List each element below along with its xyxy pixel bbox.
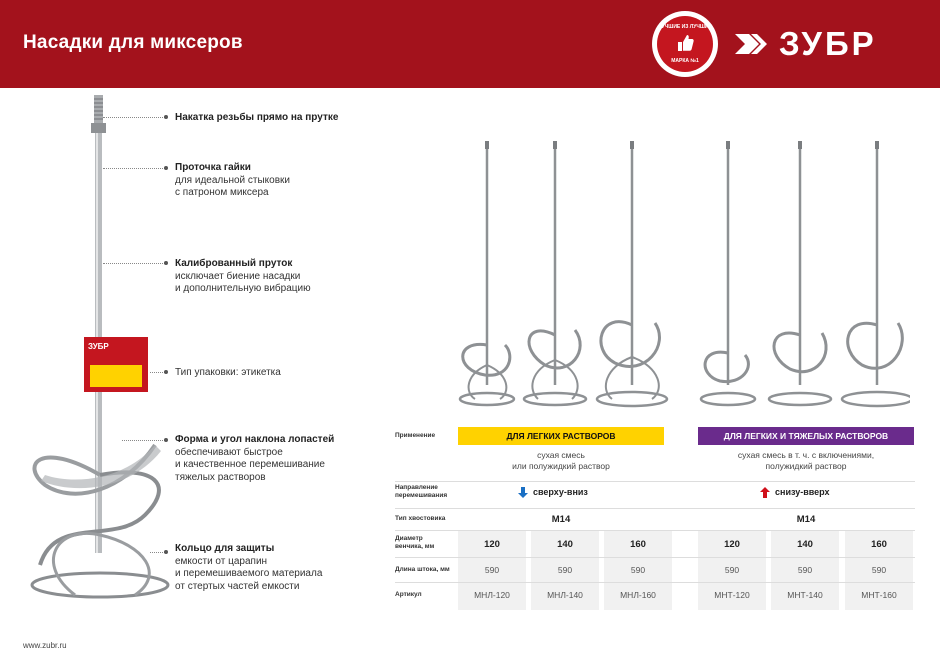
- application-line: или полужидкий раствор: [512, 461, 610, 471]
- shank-light: M14: [551, 514, 571, 525]
- length-cell: 590: [630, 565, 646, 575]
- leader-dot: [164, 261, 168, 265]
- group-header-light: ДЛЯ ЛЕГКИХ РАСТВОРОВ: [458, 427, 664, 445]
- group-header-heavy: ДЛЯ ЛЕГКИХ И ТЯЖЕЛЫХ РАСТВОРОВ: [698, 427, 914, 445]
- annotation-title: Калиброванный пруток: [175, 258, 293, 269]
- row-label-article: Артикул: [395, 591, 422, 598]
- article-cell: МНТ-140: [787, 590, 823, 600]
- annotation-text: емкости от царапин: [175, 555, 268, 567]
- application-heavy: [698, 450, 914, 472]
- row-label-direction: [395, 484, 447, 500]
- annotation-text: для идеальной стыковки: [175, 174, 290, 186]
- annotation-text: с патроном миксера: [175, 187, 269, 198]
- package-label: [84, 337, 148, 392]
- annotation-title: Проточка гайки: [175, 162, 251, 173]
- row-divider: [395, 508, 915, 509]
- tag-brand: ЗУБР: [88, 342, 109, 351]
- direction-heavy: снизу-вверх: [775, 487, 830, 497]
- direction-light: сверху-вниз: [533, 487, 588, 497]
- leader-dot: [164, 115, 168, 119]
- mixer-mnl-140: [524, 141, 586, 405]
- annotation-ring: [175, 543, 322, 593]
- row-label-application: Применение: [395, 432, 436, 439]
- row-label-shank: Тип хвостовика: [395, 515, 446, 522]
- leader-dot: [164, 370, 168, 374]
- row-label-line: перемешивания: [395, 492, 448, 499]
- length-cell: 590: [871, 565, 887, 575]
- leader-dot: [164, 166, 168, 170]
- product-mixers: [450, 135, 910, 415]
- thumbs-up-icon: [675, 33, 695, 53]
- annotation-thread: [175, 112, 338, 125]
- row-label-length: Длина штока, мм: [395, 566, 450, 573]
- mixer-mnt-120: [701, 141, 755, 405]
- leader-line: [150, 372, 165, 373]
- article-cell: МНЛ-120: [474, 590, 510, 600]
- row-label-diameter: [395, 535, 434, 551]
- annotation-text: и качественное перемешивание: [175, 459, 325, 470]
- best-brand-badge: [652, 11, 718, 77]
- shank-heavy: M14: [796, 514, 816, 525]
- article-cell: МНЛ-160: [620, 590, 656, 600]
- application-line: полужидкий раствор: [765, 461, 847, 471]
- row-label-line: Направление: [395, 484, 438, 491]
- length-cell: 590: [557, 565, 573, 575]
- badge-top-text: ЛУЧШИЕ ИЗ ЛУЧШИХ: [658, 24, 712, 30]
- row-label-line: венчика, мм: [395, 543, 435, 550]
- article-cell: МНТ-120: [714, 590, 750, 600]
- annotation-text: и перемешиваемого материала: [175, 568, 323, 579]
- annotation-blades: [175, 434, 334, 484]
- mixer-mnt-140: [769, 141, 831, 405]
- mixer-mnl-160: [597, 141, 667, 406]
- row-divider: [395, 582, 915, 583]
- footer-url[interactable]: www.zubr.ru: [23, 641, 67, 650]
- diameter-cell: 120: [484, 539, 500, 550]
- arrow-up-icon: [760, 487, 770, 498]
- annotation-package: [175, 367, 281, 380]
- annotation-nut: [175, 162, 290, 200]
- logo-chevron-icon: [733, 26, 773, 62]
- diameter-cell: 160: [871, 539, 887, 550]
- annotation-text: тяжелых растворов: [175, 471, 266, 483]
- leader-line: [122, 440, 165, 441]
- leader-line: [103, 168, 165, 169]
- article-cell: МНЛ-140: [547, 590, 583, 600]
- article-cell: МНТ-160: [861, 590, 897, 600]
- diameter-cell: 140: [557, 539, 573, 550]
- annotation-text: и дополнительную вибрацию: [175, 283, 311, 294]
- annotation-rod: [175, 258, 311, 296]
- leader-line: [150, 552, 165, 553]
- leader-dot: [164, 550, 168, 554]
- mixer-mnl-120: [460, 141, 514, 405]
- header-banner: [0, 0, 940, 88]
- diameter-cell: 160: [630, 539, 646, 550]
- annotation-text: обеспечивают быстрое: [175, 446, 283, 458]
- length-cell: 590: [797, 565, 813, 575]
- row-divider: [395, 530, 915, 531]
- row-label-line: Диаметр: [395, 535, 423, 542]
- length-cell: 590: [724, 565, 740, 575]
- annotation-title: Накатка резьбы прямо на прутке: [175, 112, 339, 123]
- leader-line: [103, 117, 165, 118]
- diameter-cell: 140: [797, 539, 813, 550]
- annotation-text: Тип упаковки: этикетка: [175, 367, 281, 378]
- length-cell: 590: [484, 565, 500, 575]
- logo-wordmark: ЗУБР: [779, 25, 877, 62]
- annotation-title: Форма и угол наклона лопастей: [175, 434, 335, 445]
- annotation-text: исключает биение насадки: [175, 270, 301, 282]
- annotation-text: от стертых частей емкости: [175, 580, 300, 592]
- application-line: сухая смесь в т. ч. с включениями,: [737, 450, 875, 460]
- diameter-cell: 120: [724, 539, 740, 550]
- mixer-mnt-160: [842, 141, 910, 406]
- zubr-logo: [733, 26, 918, 62]
- row-divider: [395, 557, 915, 558]
- application-light: [458, 450, 664, 472]
- badge-bottom-text: МАРКА №1: [671, 58, 699, 64]
- leader-line: [103, 263, 165, 264]
- annotation-title: Кольцо для защиты: [175, 543, 275, 554]
- arrow-down-icon: [518, 487, 528, 498]
- row-divider: [395, 481, 915, 482]
- tag-yellow-panel: [90, 365, 142, 387]
- page-title: Насадки для миксеров: [23, 32, 243, 53]
- application-line: сухая смесь: [537, 450, 585, 460]
- leader-dot: [164, 438, 168, 442]
